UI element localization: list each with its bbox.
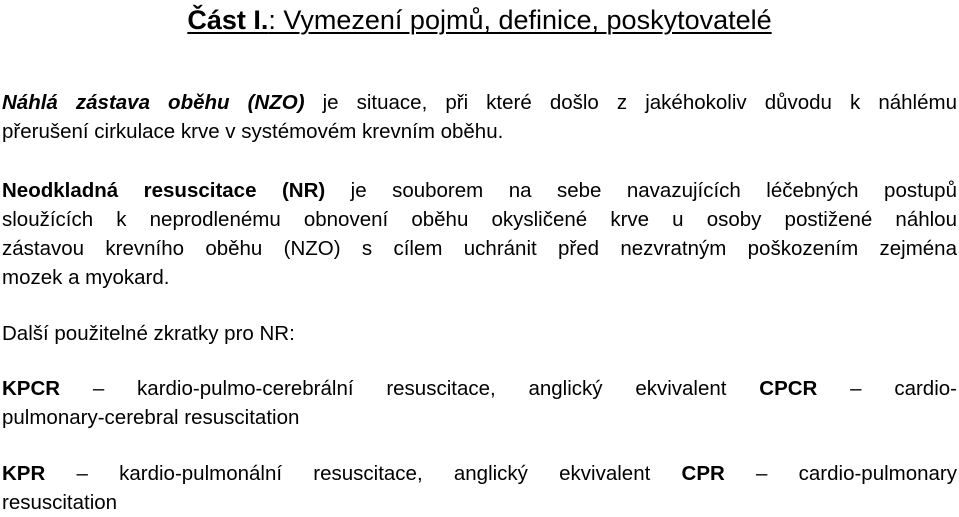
abbreviation-kpcr-text-2: – cardio- xyxy=(817,377,957,400)
definition-nzo-line-2: přerušení cirkulace krve v systémovém krevním oběhu. xyxy=(2,120,504,143)
definition-nzo xyxy=(2,88,957,146)
abbreviation-kpr-line-2: resuscitation xyxy=(2,491,118,514)
definition-nzo-text-1: je situace, při které došlo z jakéhokoliv důvodu k náhlému xyxy=(304,91,957,114)
definition-nr-line-4: mozek a myokard. xyxy=(2,266,170,289)
definition-nr-line-2: sloužících k neprodlenému obnovení oběhu okysličené krve u osoby postižené náhlou xyxy=(2,208,957,231)
definition-nr-text-1: je souborem na sebe navazujících léčebných postupů xyxy=(325,179,957,202)
abbr-kpcr: KPCR xyxy=(2,377,61,400)
title-part-label: Část I. xyxy=(187,5,269,35)
abbr-cpr: CPR xyxy=(681,462,725,485)
definition-nr xyxy=(2,176,957,292)
definition-nr-line-3: zástavou krevního oběhu (NZO) s cílem uchránit před nezvratným poškozením zejména xyxy=(2,237,957,260)
definition-nzo-line-1 xyxy=(2,88,957,117)
title-text: : Vymezení pojmů, definice, poskytovatelé xyxy=(268,5,772,35)
definition-nr-line-1 xyxy=(2,176,957,205)
term-nzo: Náhlá zástava oběhu (NZO) xyxy=(2,91,305,114)
other-abbreviations-heading xyxy=(2,319,957,348)
abbr-cpcr: CPCR xyxy=(759,377,818,400)
abbreviation-kpr-line-1 xyxy=(2,459,957,488)
abbreviation-kpcr xyxy=(2,374,957,432)
term-nr: Neodkladná resuscitace (NR) xyxy=(2,179,326,202)
abbreviation-kpr-text-1: – kardio-pulmonální resuscitace, anglický ekvivalent xyxy=(45,462,682,485)
abbreviation-kpr xyxy=(2,459,957,517)
abbreviation-kpcr-text-1: – kardio-pulmo-cerebrální resuscitace, anglický ekvivalent xyxy=(60,377,760,400)
abbr-kpr: KPR xyxy=(2,462,46,485)
abbreviation-kpcr-line-1 xyxy=(2,374,957,403)
abbreviation-kpcr-line-2: pulmonary-cerebral resuscitation xyxy=(2,406,300,429)
other-abbreviations-text: Další použitelné zkratky pro NR: xyxy=(2,322,295,345)
abbreviation-kpr-text-2: – cardio-pulmonary xyxy=(724,462,958,485)
page-title xyxy=(0,4,959,36)
